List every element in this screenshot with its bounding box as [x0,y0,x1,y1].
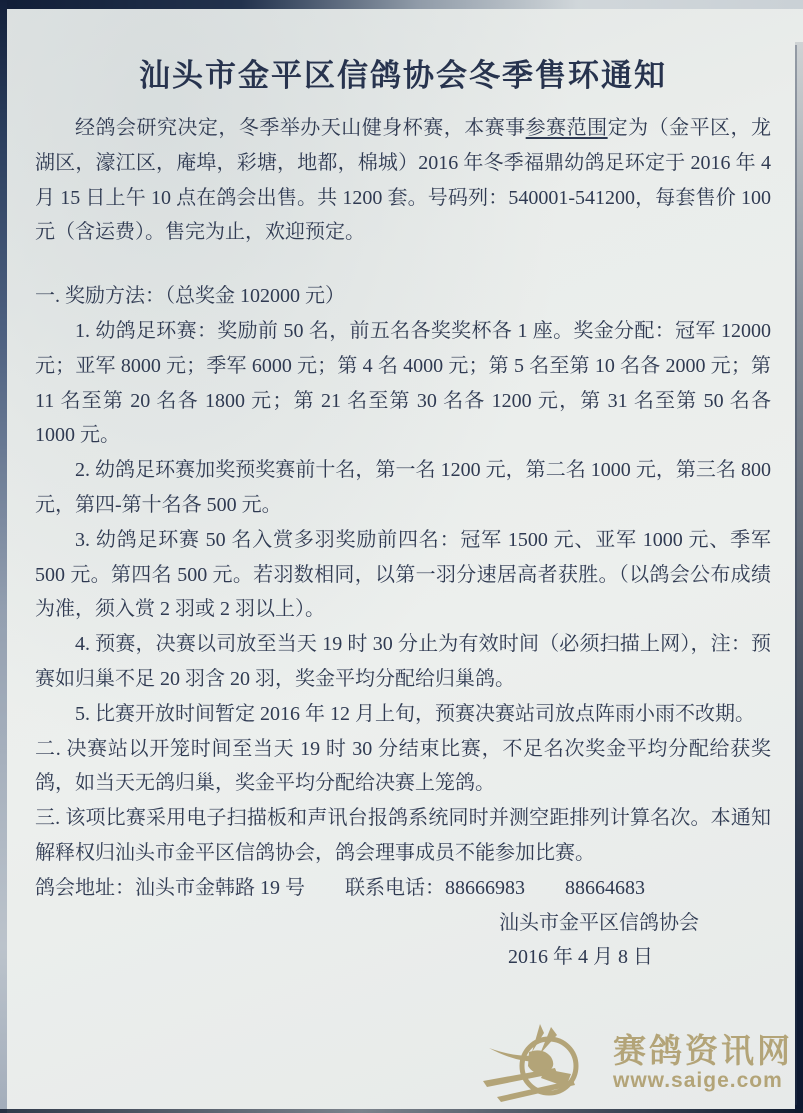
notice-title: 汕头市金平区信鸽协会冬季售环通知 [139,58,667,93]
intro-text-post: 定为（金平区，龙湖区，濠江区，庵埠，彩塘，地都，棉城）2016 年冬季福鼎幼鸽足环定于 2016 年 4 月 15 日上午 10 点在鸽会出售。共 1200 套。号码列：540001-541200，每套售价 100 元（含运费）。售完为止，欢迎预定。 [35,117,772,244]
watermark-text [613,1031,793,1093]
watermark-site-url: www.saige.com [613,1069,783,1093]
intro-text-underlined: 参赛范围 [525,117,608,139]
award-item-5: 5. 比赛开放时间暂定 2016 年 12 月上旬，预赛决赛站司放点阵雨小雨不改期。 [75,702,755,725]
saige-watermark [483,1021,793,1105]
section-two-paragraph: 二. 决赛站以开笼时间至当天 19 时 30 分结束比赛，不足名次奖金平均分配给获奖鸽，如当天无鸽归巢，奖金平均分配给决赛上笼鸽。 [35,737,771,795]
section-three-paragraph: 三. 该项比赛采用电子扫描板和声讯台报鸽系统同时并测空距排列计算名次。本通知解释权归汕头市金平区信鸽协会，鸽会理事成员不能参加比赛。 [35,807,771,864]
scan-crease-line [795,45,797,1105]
award-item-1: 1. 幼鸽足环赛：奖励前 50 名，前五名各奖奖杯各 1 座。奖金分配：冠军 12000 元；亚军 8000 元；季军 6000 元；第 4 名 4000 元；第 5 名至第 10 名各 2000 元；第 11 名至第 20 名各 1800 元；第 21 名至第 30 名各 1200 元，第 31 名至第 50 名各 1000 元。 [35,319,771,447]
scan-edge-bottom [0,1109,803,1113]
section-one-heading: 一. 奖励方法：（总奖金 102000 元） [35,285,345,308]
award-item-3: 3. 幼鸽足环赛 50 名入赏多羽奖励前四名：冠军 1500 元、亚军 1000 元、季军 500 元。第四名 500 元。若羽数相同，以第一羽分速居高者获胜。（以鸽会公布成绩为准，须入赏 2 羽或 2 羽以上）。 [35,528,771,621]
contact-line: 鸽会地址：汕头市金韩路 19 号 联系电话：88666983 88664683 [35,876,645,899]
scan-edge-top [0,0,803,9]
scan-edge-right [795,42,803,1113]
notice-document [35,54,771,975]
pigeon-logo-icon [483,1021,609,1105]
signature-line: 汕头市金平区信鸽协会 [499,911,699,934]
award-item-2: 2. 幼鸽足环赛加奖预奖赛前十名，第一名 1200 元，第二名 1000 元，第三名 800 元，第四-第十名各 500 元。 [35,459,771,516]
award-item-4: 4. 预赛，决赛以司放至当天 19 时 30 分止为有效时间（必须扫描上网），注：预赛如归巢不足 20 羽含 20 羽，奖金平均分配给归巢鸽。 [35,633,771,690]
scan-edge-left [0,0,7,1113]
intro-text-pre: 经鸽会研究决定，冬季举办天山健身杯赛，本赛事 [75,117,526,139]
watermark-site-name: 赛鸽资讯网 [613,1031,793,1069]
intro-paragraph [35,111,771,250]
date-line: 2016 年 4 月 8 日 [508,946,653,969]
